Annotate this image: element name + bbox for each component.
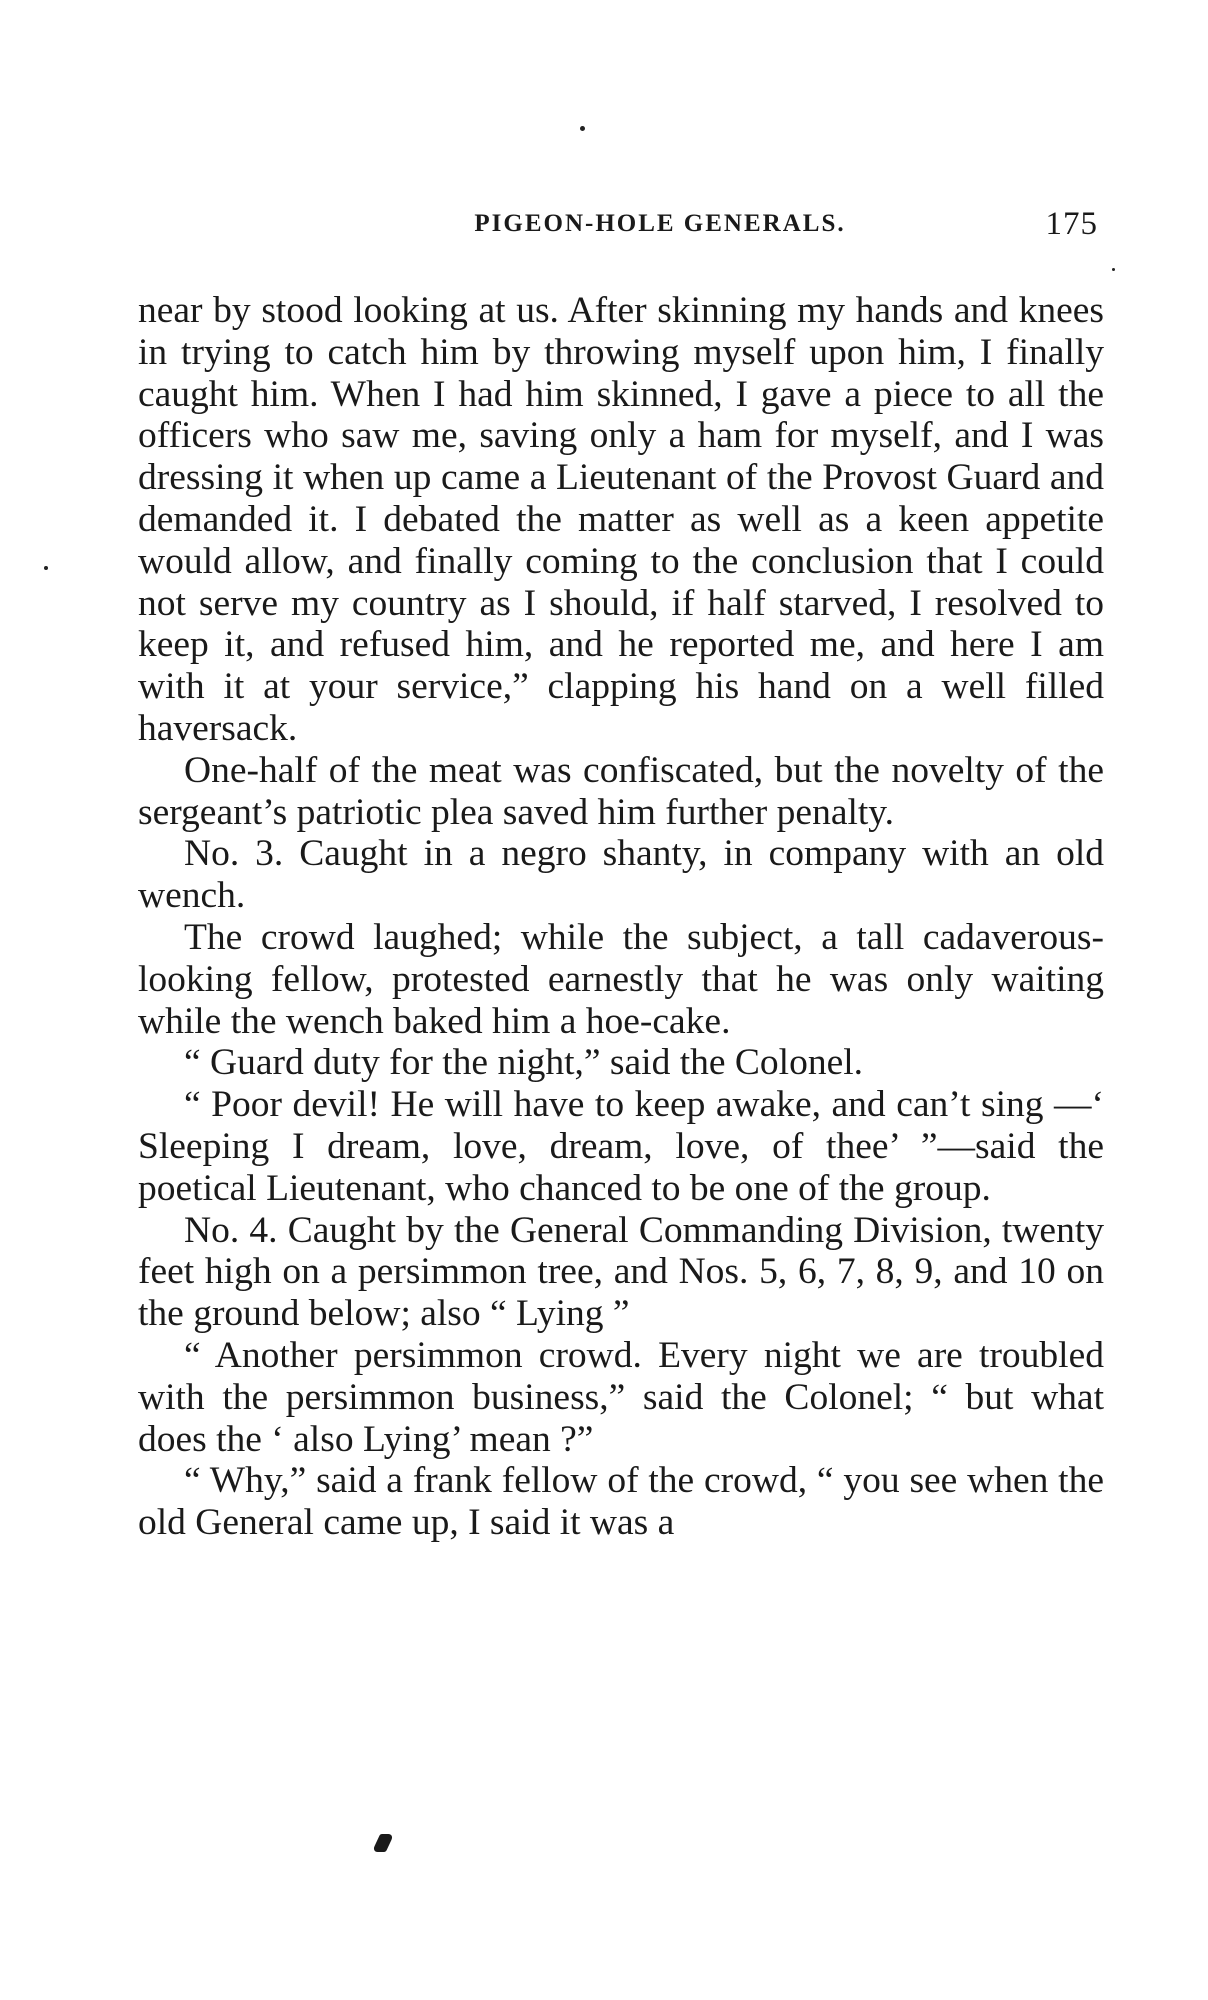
page-header [140, 206, 1100, 250]
running-head: PIGEON-HOLE GENERALS. [474, 210, 846, 237]
paragraph: “ Why,” said a frank fellow of the crowd, “ you see when the old General came up, I said it was a [138, 1460, 1104, 1544]
paragraph: near by stood looking at us. After skinning my hands and knees in trying to catch him by throwing myself upon him, I finally caught him. When I had him skinned, I gave a piece to all the officers who saw me, saving only a ham for myself, and I was dressing it when up came a Lieutenant of the Provost Guard and demanded it. I debated the matter as well as a keen appetite would allow, and finally coming to the conclusion that I could not serve my country as I should, if half starved, I resolved to keep it, and refused him, and he reported me, and here I am with it at your service,” clapping his hand on a well filled haversack. [138, 290, 1104, 749]
paragraph: No. 4. Caught by the General Commanding Division, twenty feet high on a persimmon tree, and Nos. 5, 6, 7, 8, 9, and 10 on the ground below; also “ Lying ” [138, 1209, 1104, 1335]
paragraph: “ Another persimmon crowd. Every night we are troubled with the persimmon business,” said the Colonel; “ but what does the ‘ also Lying’ mean ?” [138, 1334, 1104, 1460]
page-number: 175 [1045, 206, 1098, 242]
ink-speck [44, 566, 48, 570]
paragraph: No. 3. Caught in a negro shanty, in company with an old wench. [138, 833, 1104, 917]
paragraph: One-half of the meat was confiscated, but the novelty of the sergeant’s patriotic plea saved him further penalty. [138, 749, 1104, 833]
paragraph: “ Guard duty for the night,” said the Colonel. [184, 1042, 864, 1084]
body-text [138, 290, 1104, 1544]
ink-speck [1112, 268, 1115, 271]
paragraph: The crowd laughed; while the subject, a tall cadaverous-looking fellow, protested earnestly that he was only waiting while the wench baked him a hoe-cake. [138, 916, 1104, 1042]
ink-speck [580, 126, 585, 131]
paragraph: “ Poor devil! He will have to keep awake, and can’t sing —‘ Sleeping I dream, love, dream, love, of thee’ ”—said the poetical Lieutenant, who chanced to be one of the group. [138, 1084, 1104, 1209]
ink-mark [372, 1834, 394, 1852]
